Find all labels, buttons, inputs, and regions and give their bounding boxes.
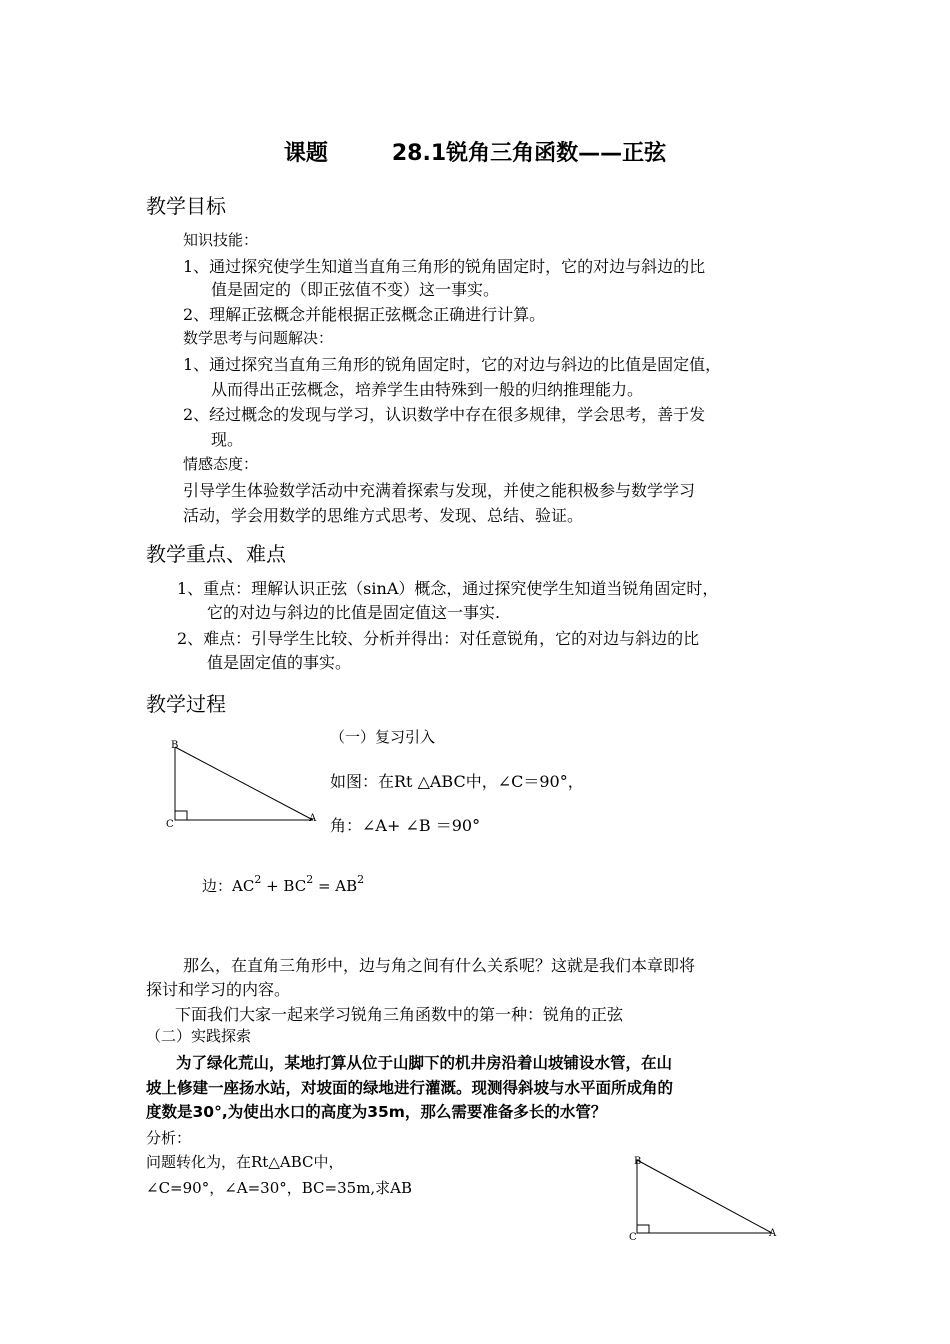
problem-line-3: 度数是30°,为使出水口的高度为35m，那么需要准备多长的水管？ [146,1103,607,1121]
intro-paragraph-line-1: 那么，在直角三角形中，边与角之间有什么关系呢？这就是我们本章即将 [183,956,696,975]
vertex-c-label: C [629,1232,637,1243]
sides-equation [202,873,364,896]
sides-prefix: 边：AC [202,877,255,895]
vertex-b-label: B [171,740,179,751]
intro-paragraph-2: 下面我们大家一起来学习锐角三角函数中的第一种：锐角的正弦 [175,1005,624,1024]
analysis-convert: 问题转化为，在Rt△ABC中， [146,1153,344,1171]
figure-text-1: 如图：在Rt △ABC中，∠C＝90°， [330,772,584,791]
triangle-figure-1 [160,735,325,831]
title-main: 28.1锐角三角函数——正弦 [391,141,667,166]
vertex-a-label: A [769,1228,777,1239]
part-2-heading: （二）实践探索 [146,1027,252,1045]
thinking-item-2-line-2: 现。 [211,430,244,449]
thinking-item-1-line-1: 1、通过探究当直角三角形的锐角固定时，它的对边与斜边的比值是固定值， [183,355,722,374]
sup-bc: 2 [306,873,314,886]
sides-eq: = AB [313,877,358,895]
keypoint-2-line-2: 值是固定值的事实。 [207,653,352,672]
vertex-b-label: B [634,1156,642,1167]
analysis-given: ∠C=90°，∠A=30°，BC=35m,求AB [146,1179,413,1197]
knowledge-item-2: 2、理解正弦概念并能根据正弦概念正确进行计算。 [183,305,546,324]
triangle-figure-2 [622,1150,787,1246]
attitude-heading: 情感态度： [183,455,259,473]
thinking-item-2-line-1: 2、经过概念的发现与学习，认识数学中存在很多规律，学会思考，善于发 [183,405,706,424]
attitude-line-1: 引导学生体验数学活动中充满着探索与发现，并使之能积极参与数学学习 [183,481,696,500]
vertex-a-label: A [309,813,317,824]
side-ab [175,747,313,820]
part-1-heading: （一）复习引入 [330,728,436,746]
thinking-item-1-line-2: 从而得出正弦概念，培养学生由特殊到一般的归纳推理能力。 [211,380,644,399]
knowledge-item-1-line-2: 值是固定的（即正弦值不变）这一事实。 [211,280,500,299]
sides-plus: + BC [261,877,307,895]
attitude-line-2: 活动，学会用数学的思维方式思考、发现、总结、验证。 [183,506,584,525]
knowledge-item-1-line-1: 1、通过探究使学生知道当直角三角形的锐角固定时，它的对边与斜边的比 [183,257,706,276]
side-ab [637,1160,772,1233]
problem-line-2: 坡上修建一座扬水站，对坡面的绿地进行灌溉。现测得斜坡与水平面所成角的 [146,1079,674,1097]
thinking-heading: 数学思考与问题解决： [183,329,334,347]
section-heading-objectives: 教学目标 [146,194,226,218]
keypoint-2-line-1: 2、难点：引导学生比较、分析并得出：对任意锐角，它的对边与斜边的比 [177,629,700,648]
figure-text-2: 角：∠A+ ∠B ＝90° [330,816,481,835]
page-title [0,136,950,167]
analysis-label: 分析： [146,1129,192,1147]
section-heading-process: 教学过程 [146,692,226,716]
sup-ac: 2 [254,873,262,886]
sup-ab: 2 [357,873,365,886]
right-angle-mark [175,811,187,820]
vertex-c-label: C [166,819,174,830]
section-heading-keypoints: 教学重点、难点 [146,542,286,566]
knowledge-heading: 知识技能： [183,231,259,249]
intro-paragraph-line-2: 探讨和学习的内容。 [146,980,291,999]
title-prefix: 课题 [283,141,328,166]
keypoint-1-line-2: 它的对边与斜边的比值是固定值这一事实. [207,603,501,622]
keypoint-1-line-1: 1、重点：理解认识正弦（sinA）概念，通过探究使学生知道当锐角固定时， [177,579,719,598]
right-angle-mark [637,1225,649,1233]
problem-line-1: 为了绿化荒山，某地打算从位于山脚下的机井房沿着山坡铺设水管，在山 [176,1054,673,1072]
